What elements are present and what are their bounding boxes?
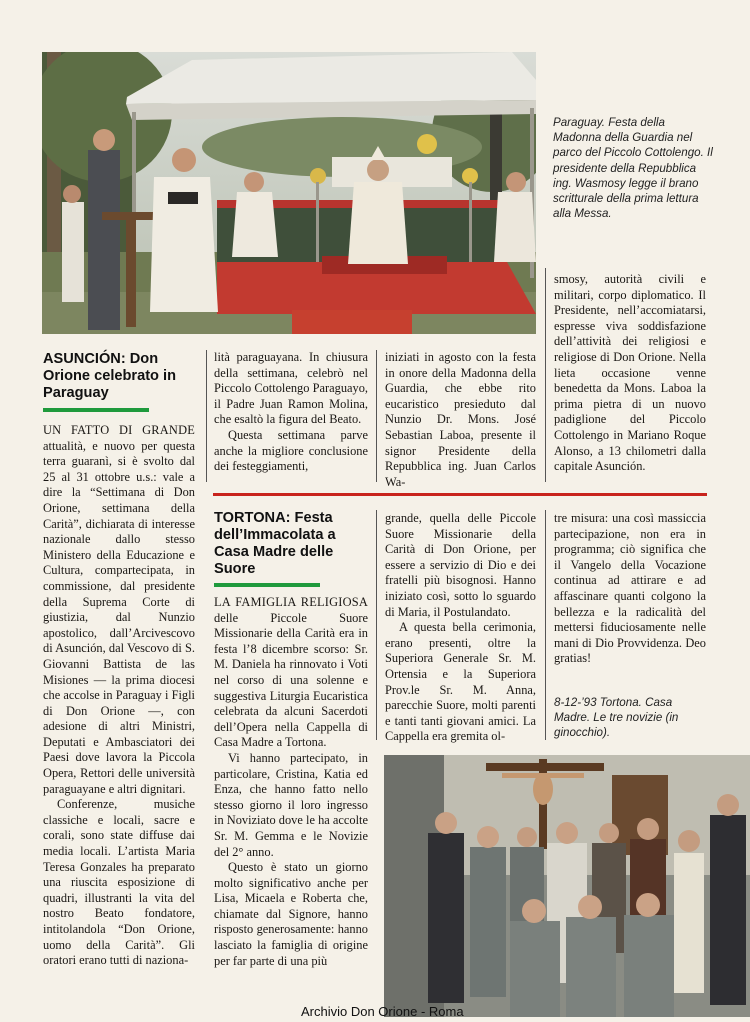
asuncion-column-4 <box>554 272 706 475</box>
asuncion-column-2 <box>214 350 368 475</box>
tortona-column-3 <box>385 511 536 745</box>
asuncion-col1-paragraph-2: Conferenze, musiche classiche e locali, sacre e corali, sono state diffuse dai media locali. L’artista Maria Teresa Gonzales ha preparato una riuscita esposizione di quadri, illustranti la vita del nostro Beato fondatore, intitolandola “Don Orione, uomo della Carità”. Gli oratori erano tutti di naziona- <box>43 797 195 968</box>
tortona-column-4 <box>554 511 706 667</box>
paraguay-photo-caption: Paraguay. Festa della Madonna della Guardia nel parco del Piccolo Cottolengo. Il presidente della Repubblica ing. Wasmosy legge il brano scritturale della prima lettura alla Messa. <box>553 116 713 221</box>
asuncion-col2-paragraph-1: lità paraguayana. In chiusura della settimana, celebrò nel Piccolo Cottolengo Paraguayo, il Padre Juan Ramon Molina, che esaltò la figura del Beato. <box>214 350 368 427</box>
tortona-headline-underline <box>214 583 320 587</box>
tortona-col3-paragraph-1: grande, quella delle Piccole Suore Missionarie della Carità di Don Orione, per essere a servizio di Dio e dei fratelli più bisognosi. Hanno iniziato così, sotto lo sguardo di Maria, il Postulandato. <box>385 511 536 619</box>
tortona-headline: TORTONA: Festa dell’Immacolata a Casa Madre delle Suore <box>214 510 336 577</box>
column-divider-4 <box>376 510 377 740</box>
tortona-column-2 <box>214 595 368 969</box>
archive-footer: Archivio Don Orione - Roma <box>301 1004 464 1019</box>
tortona-col2-paragraph-3: Questo è stato un giorno molto significativo anche per Lisa, Micaela e Roberta che, chiamate dal Signore, hanno risposto generosamente: hanno lasciato la famiglia di origine per far parte di una più <box>214 860 368 968</box>
section-divider-red <box>213 493 707 496</box>
tortona-col3-paragraph-2: A questa bella cerimonia, erano presenti, oltre la Superiora Generale Sr. M. Ortensia e la Superiora Prov.le Sr. M. Anna, parecchie Suore, molti parenti e tanti tanti giovani amici. La Cappella era gremita ol- <box>385 620 536 744</box>
paraguay-mass-photo <box>42 52 536 334</box>
kneeling-novices <box>510 893 674 1017</box>
asuncion-col1-text: attualità, e nuovo per questa terra guaranì, si è svolto dal 25 al 31 ottobre u.s.: vale a dire la “Settimana di Don Orione, settimana della Carità”, dichiarata di interesse nazionale dallo stesso Ministero della Educazione e Cultura, compartecipata, in commissione, dal presidente della Suprema Corte di giustizia, dal Nunzio apostolico, dall’Arcivescovo di Asunción, dal Vescovo di S. Giovanni Battista de las Misiones — la prima diocesi che accolse in Paraguay i Figli di Don Orione —, con adesione di altri Ministri, Deputati e Ambasciatori dei Paesi dove lavora la Piccola Opera, Rettori delle università paraguayane e altri dignitari. <box>43 438 195 796</box>
asuncion-headline-underline <box>43 408 149 412</box>
asuncion-headline: ASUNCIÓN: Don Orione celebrato in Paraguay <box>43 351 176 401</box>
tortona-col2-text: delle Piccole Suore Missionarie della Carità era in festa l’8 dicembre scorso: Sr. M. Daniela ha rinnovato i Voti nel corso di una solenne e suggestiva Liturgia Eucaristica celebrata da alcuni Sacerdoti dell’Opera nella Cappella di Casa Madre a Tortona. <box>214 610 368 750</box>
paraguay-mass-illustration <box>42 52 536 334</box>
column-divider-1 <box>206 350 207 482</box>
asuncion-col3-paragraph-1: iniziati in agosto con la festa in onore della Madonna della Guardia, che ebbe rito eucaristico presieduto dal Nunzio Dr. Mons. José Sebastian Laboa, presente il signor Presidente della Repubblica ing. Juan Carlos Wa- <box>385 350 536 489</box>
asuncion-lead-caps: UN FATTO DI GRANDE <box>43 423 195 437</box>
column-divider-3 <box>545 268 546 482</box>
asuncion-column-3 <box>385 350 536 490</box>
asuncion-column-1 <box>43 423 195 969</box>
column-divider-5 <box>545 510 546 740</box>
tortona-col2-paragraph-2: Vi hanno partecipato, in particolare, Cristina, Katia ed Enza, che hanno fatto nello stesso giorno il loro ingresso in Noviziato dove le ha accolte Sr. M. Gemma e le Novizie del 2° anno. <box>214 750 368 859</box>
asuncion-col4-paragraph-1: smosy, autorità civili e militari, corpo diplomatico. Il Presidente, nell’accomiatarsi, espresse viva soddisfazione dell’attività dei religiosi e religiose di Don Orione. Nella lieta occasione venne benedetta da Mons. Laboa la prima pietra di un nuovo padiglione del Piccolo Cottolengo in Mariano Roque Alonso, a 13 chilometri dalla capitale Asunción. <box>554 272 706 474</box>
tortona-lead-caps: LA FAMIGLIA RELIGIOSA <box>214 595 368 609</box>
tortona-photo-caption: 8-12-’93 Tortona. Casa Madre. Le tre novizie (in ginocchio). <box>554 696 679 740</box>
tortona-group-illustration <box>384 755 750 1017</box>
tortona-col4-paragraph-1: tre misura: una così massiccia partecipazione, non era in programma; ciò significa che il Vangelo della Vocazione continua ad attirare e ad affascinare quanti colgono la bellezza e la radicalità del mettersi fiduciosamente nelle mani di Dio Provvidenza. Deo gratias! <box>554 511 706 666</box>
column-divider-2 <box>376 350 377 482</box>
tortona-group-photo <box>384 755 750 1017</box>
asuncion-col2-paragraph-2: Questa settimana parve anche la migliore conclusione dei festeggiamenti, <box>214 427 368 474</box>
